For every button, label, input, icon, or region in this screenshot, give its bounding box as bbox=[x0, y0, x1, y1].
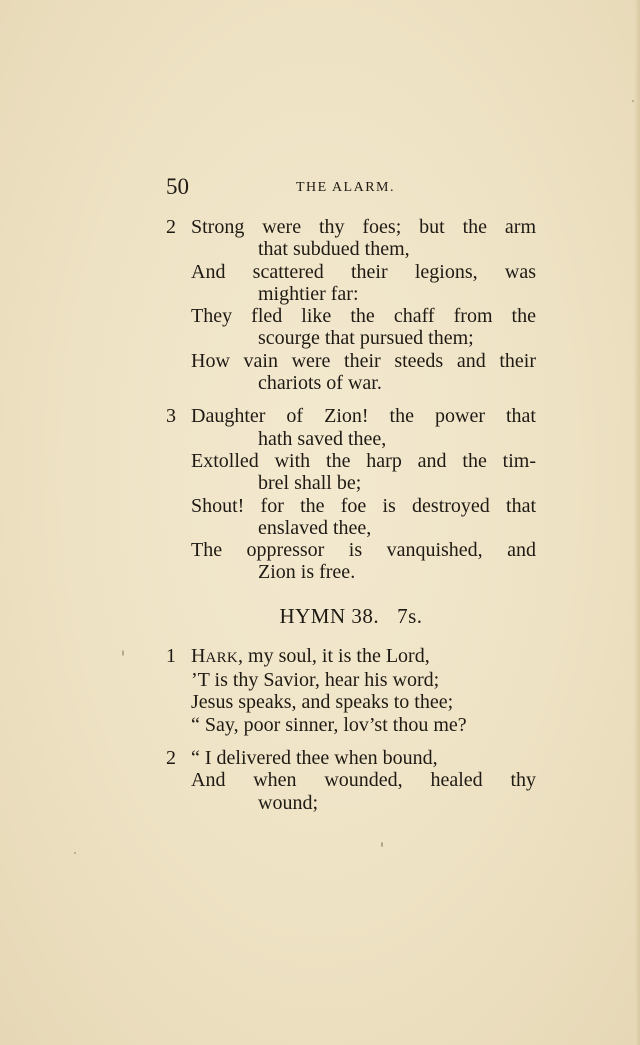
page-number: 50 bbox=[166, 174, 189, 199]
page-edge bbox=[634, 0, 640, 1045]
page-header bbox=[166, 174, 536, 204]
verse-continuation-line: that subdued them, bbox=[258, 238, 410, 261]
verse-line: Daughter of Zion! the power that bbox=[191, 405, 536, 428]
paper-speck bbox=[74, 852, 76, 854]
verse-line: They fled like the chaff from the bbox=[191, 305, 536, 328]
line-rest: , my soul, it is the Lord, bbox=[238, 644, 430, 667]
verse-line: Extolled with the harp and the tim- bbox=[191, 449, 536, 472]
verse-number: 2 bbox=[166, 216, 176, 238]
verse-continuation-line: hath saved thee, bbox=[258, 427, 387, 450]
verse-number: 1 bbox=[166, 644, 176, 667]
verse-number: 2 bbox=[166, 746, 176, 769]
verse-line: And scattered their legions, was bbox=[191, 260, 536, 283]
paper-speck bbox=[122, 650, 124, 656]
verse-line: And when wounded, healed thy bbox=[191, 769, 536, 792]
verse-continuation-line: enslaved thee, bbox=[258, 516, 372, 539]
verse-continuation-line: chariots of war. bbox=[258, 372, 382, 395]
drop-initial: H bbox=[191, 644, 206, 667]
verse-line: Strong were thy foes; but the arm bbox=[191, 216, 536, 238]
verse-number: 3 bbox=[166, 405, 176, 428]
verse-line: The oppressor is vanquished, and bbox=[191, 539, 536, 562]
hymn-title bbox=[166, 604, 536, 629]
verse-line: How vain were their steeds and their bbox=[191, 349, 536, 372]
verse-continuation-line: brel shall be; bbox=[258, 472, 362, 495]
hymn-number: HYMN 38. bbox=[279, 603, 380, 628]
verse-line bbox=[191, 645, 536, 669]
hymn-verse-2 bbox=[166, 747, 536, 814]
hymn-verse-1 bbox=[166, 645, 536, 736]
paper-speck bbox=[381, 842, 383, 847]
verse-line: Jesus speaks, and speaks to thee; bbox=[191, 691, 454, 714]
page-text bbox=[166, 216, 536, 825]
verse-continuation-line: Zion is free. bbox=[258, 561, 356, 584]
verse-2 bbox=[166, 216, 536, 394]
verse-continuation-line: wound; bbox=[258, 791, 318, 814]
verse-line: “ Say, poor sinner, lov’st thou me? bbox=[191, 713, 467, 736]
small-caps-word: ARK bbox=[205, 649, 239, 666]
verse-continuation-line: mightier far: bbox=[258, 282, 359, 305]
running-title: THE ALARM. bbox=[296, 180, 395, 195]
verse-line: ’T is thy Savior, hear his word; bbox=[191, 669, 440, 692]
verses-block-1 bbox=[166, 216, 536, 584]
hymn-meter: 7s. bbox=[397, 603, 423, 628]
paper-speck bbox=[632, 100, 634, 102]
verse-3 bbox=[166, 405, 536, 583]
verse-line: “ I delivered thee when bound, bbox=[191, 746, 438, 769]
verse-continuation-line: scourge that pursued them; bbox=[258, 327, 474, 350]
verse-line: Shout! for the foe is destroyed that bbox=[191, 494, 536, 517]
